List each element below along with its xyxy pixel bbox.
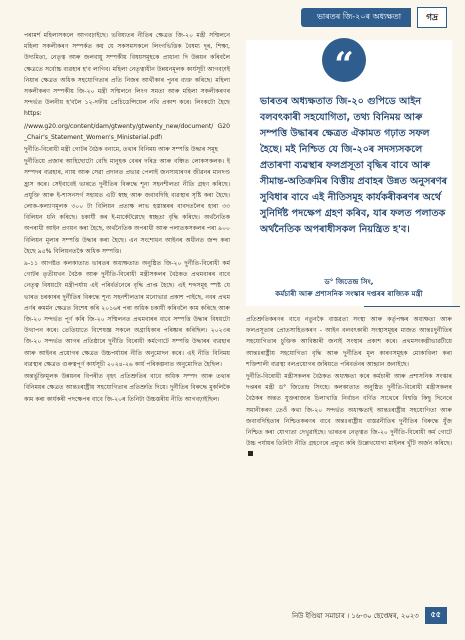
paragraph-text: দুৰ্নীতি-বিৰোধী মন্ত্ৰীসকলৰ বৈঠকত অধ্যক্ষতা কৰে কৰ্মচাৰী আৰু প্ৰশাসনিক সংস্কাৰ দপ্তৰৰ মন্ত্ৰী ড° জিতেন্দ্ৰ সিংহে। কলকাতাত অনুষ্ঠিত দুৰ্নীতি-বিৰোধী মন্ত্ৰীসকলৰ বৈঠকৰ অন্তত যুক্তৰাজ্যৰ চিলাখাত্তি নিৰ্বাচন বৰ্ণিত সাথেৰে বিশ্বত্তি কিছু দিনেৰে সমানীকৰণ তেওঁ কথা জি-২০ সন্দৰ্ভত অধ্যক্ষতাই আন্তঃৰাষ্ট্ৰীয় সহযোগিতা আৰু জবাবদিহিতাৰ নিশ্চিতকৰণৰ বাবে অন্তঃৰাষ্ট্ৰীয় বাস্তৱনীতিৰ দুৰ্নীতিৰ বিৰুদ্ধে যুঁজ নিশ্চিত কৰা যোগ্যতা দেখুৱাইছে। ভাৰতৰ নেতৃত্বত জি-২০ দুৰ্নীতি-বিৰোধী কৰ্ম গোটে উচ্চ পৰ্যায়ৰ তিনিটা নীতি গ্ৰহণেৰে প্ৰমুখ্য কৰি উল্লেখযোগ্য মাইলৰ খুঁটি অৰ্জন কৰিছে।: [246, 373, 452, 448]
paragraph: পৰামৰ্শ মহিলাসকলে আগবঢ়াইছে। ভবিষ্যতৰ নীতিৰ ক্ষেত্ৰত জি-২০ মন্ত্ৰী সম্মিলনে মহিলা সকলীকৰণ সম্পৰ্কত কয় যে সকসমসকলে লিংগভিত্তিক বৈষম্য দূৰ, শিক্ষা, উদ্যমিতা, নেতৃত্ব আৰু জলবায়ু সম্পৰ্কীয় বিষয়সমূহকে প্ৰাধান্য দি উন্নয়ন কৰিবলৈ ক্ষেত্ৰতে সৰ্বোচ্চ ব্যৱহাৰ হ'ব লাগিব। মহিলা নেতৃত্বাধীন উন্নয়নমূলক কাৰ্যসূচী আগবঢ়াই নিয়াৰ ক্ষেত্ৰত অধিক সহযোগিতাৰ প্ৰতি নিজৰ আৰ্থীকাৰ পুনৰ ব্যক্ত কৰিছে। মহিলা সকলীকৰণ সম্পৰ্কীয় জি-২০ মন্ত্ৰী সম্মিলনে লিংগ সমতা আৰু মহিলা সকলীকৰণৰ সন্দৰ্ভত উলনীয় হ'বলৈ ১২-দফীয় প্ৰেচিডেন্সিয়েল নথি প্ৰকাশ কৰে। লিংকটো হৈছে https:: [24, 32, 230, 118]
paragraph: দুৰ্নীতি-বিৰোধী মন্ত্ৰী গোটৰ বৈঠক বনামে, তথাৰ বিনিময় আৰু সম্পত্তি উদ্ধাৰ সমূহ: [24, 146, 218, 154]
attribution-title: কৰ্মচাৰী আৰু প্ৰশাসনিক সংস্কাৰ দপ্তৰৰ ৰাজ্যিক মন্ত্ৰী: [275, 289, 423, 298]
paragraph: দুৰ্নীতিয়ে প্ৰজাৰ আহিছোটো বেছি মানুহক বেৰৰ দৰিদ্ৰ আৰু বঞ্চিত লোকসকলক। ই সম্পদৰ ব্যৱহাৰ, ন্যায় আৰু সেৱা প্ৰদানত প্ৰভাৱ পেলাই জনসাধাৰণৰ জীৱনৰ মানদণ্ড হ্ৰাস কৰে। সেইবাবেই ভাৰতে দুৰ্নীতিৰ বিৰুদ্ধে শূন্য সহনশীলতা নীতি গ্ৰহণ কৰিছে। প্ৰযুক্তি আৰু ই-শাসনসৰ্গ সহায়ত এটি স্বচ্ছ আৰু জবাবদিহি ব্যৱস্থাৰ সৃষ্টি কৰা হৈছে। লোক-কল্যাণমূলক ৩০০ টা বিলিয়ন প্ৰত্যক্ষ লাভ হস্তান্তৰৰ বাবদতলৈৰ হাৰা ৩৩ বিলিয়ন ধনি কৰিছে। চকাৰ্যী কৰ ই-মাৰ্কেটপ্লেছে স্বচ্ছতা বৃদ্ধি কৰিছে। অৰ্থনৈতিক অপৰাধী আইন প্ৰণয়ন কৰা হৈছে, অৰ্থনৈতিক অপৰাধী আৰু পলাতকসকলৰ পৰা ৯০০ বিলিয়ন মূল্যৰ সম্পত্তি উদ্ধাৰ কৰা হৈছে। এন সংশোধন আইনৰ অধীনত জন্দ কৰা হৈছে ৯৫% বিলিয়নতকৈ অধিক সম্পত্তি।: [24, 158, 230, 255]
quote-text: ভাৰতৰ অধ্যক্ষতাত জি-২০ গুপিডে আইন বলবৎকাৰী সহযোগিতা, তথ্য বিনিময় আৰু সম্পত্তি উদ্ধাৰৰ ক্ষেত্ৰত ঐকামত গঢ়াত সফল হৈছে। মই নিশ্চিত যে জি-২০ৰ সদস্যসকলে প্ৰতাৰণা ব্যৱস্থাৰ ফলপ্ৰসূতা বৃদ্ধিৰ বাবে আৰু সীমান্ত-অতিক্ৰমিৰ বিত্তীয় প্ৰবাহৰ উন্নত অনুসৰণৰ সুবিধাৰ বাবে এই নীতিসমূহ কাৰ্যকৰীকৰণৰ অৰ্থে সুনিৰ্দিষ্ট পদক্ষেপ গ্ৰহণ কৰিব, যাৰ ফলত পলাতক অৰ্থনৈতিক অপৰাধীসকল নিয়ন্ত্ৰিত হ'ব।: [260, 96, 448, 235]
paragraph: প্ৰতিশ্ৰুতিকৰণৰ বাবে নতুনকৈ বাস্তৱতা সংস্থা আৰু কৰ্তৃপক্ষৰ অধ্যক্ষতা আৰু ফলপ্ৰসূতাৰ প্ৰোতসাহিতকৰণ - আইন বলবৎকাৰী সংস্থাসমূহৰ মাজত আন্তঃদুৰ্নীতিৰ সহযোগিতাৰ চুক্তিক আবিষ্কাৰী জনাই সংস্থাৰ প্ৰকাশ কৰে। প্ৰথমসংকল্পীভাৱটীয়ে আন্তঃৰাষ্ট্ৰীয় সহযোগিতা বৃদ্ধি আৰু দুৰ্নীতিৰ মূল কাৰণসমূহক মোকাবিলা কৰা শক্তিশালী ব্যৱস্থা বলপ্ৰয়োগৰ জৰিয়তে পৰিবৰ্তনৰ আহ্বান জনাইছে।: [246, 316, 452, 368]
quote-attribution: [246, 276, 452, 300]
right-column: [246, 314, 452, 500]
document-link[interactable]: //www.g20.org/content/dam/gtwenty/gtwenty_new/document/ G20_Chair's_Statement_Women's_Ministerial.pdf।: [24, 122, 230, 141]
paragraph: ৯-১১ আগষ্টত কলকাতাত ভাৰতৰ অধ্যক্ষতাত অনুষ্ঠিত জি-২০ দুৰ্নীতি-বিৰোধী কৰ্ম গোটৰ তৃতীয়খন বৈঠক আৰু দুৰ্নীতি-বিৰোধী মন্ত্ৰীসকলৰ বৈঠকত প্ৰথমবাৰৰ বাবে নেতৃত্ব বিষয়টো মন্ত্ৰীপৰ্যায় এই পৰিৰ্বৰ্তনেৰে বৃদ্ধি প্ৰাপ্ত হৈছে। এই শব্দসমূহ স্পষ্ট যে ভাৰত চৰকাৰৰ দুৰ্নীতিৰ বিৰুদ্ধে শূন্য সহনশীলতাৰ মনোভাৱ প্ৰকাশ পাইছে, নবৰ প্ৰথম প্ৰৰ্ণৰ ৰুমৰ্মন ক্ষেত্ৰত বিশেষ কৰি ২০১৬ৰ পৰা অধিক চকাৰ্যী কৰিবলৈ কাম কৰিছে আৰু জি-২০ সন্দৰ্ভত পূৰ্ণ কৰি জি-২০ সম্মিলনত প্ৰথমবাৰৰ বাবে সম্পত্তি উদ্ধাৰ বিষয়টো উত্থাপন কৰে। তেতিয়াতে বিশেষজ্ঞ সকলে অগ্ৰাধিকাৰ পৰিষ্কাৰ কৰিছিল। ২০২৩ৰ জি-২০ সন্দৰ্ভত আগৰ প্ৰতিষ্ঠাৰে দুৰ্নীতি বিৰোধী কৰ্মগোটে সম্পত্তি উদ্ধাৰৰ ব্যৱহাৰ আৰু আইনৰ প্ৰয়োগৰ ক্ষেত্ৰত উচ্চপৰ্যায়ৰ নীতি অনুমোদন কৰে। এই নীতি বিনিময় ব্যৱস্থাৰ ক্ষেত্ৰত গুৰুত্বপূৰ্ণ কাৰ্যসূচী ২০২৪-২৬ কাৰ্য পৰিকল্পনাত অনুমোদিত হৈছিল।: [24, 260, 230, 368]
pull-quote: [246, 40, 452, 306]
header-title: ভাৰতৰ জি-২০ৰ অধ্যক্ষতা: [301, 8, 411, 27]
quote-divider: [364, 306, 460, 307]
quote-icon: “: [322, 38, 366, 82]
page-number: ৫৫: [425, 607, 447, 624]
attribution-name: ড° জিতেন্দ্ৰ সিং,: [324, 277, 374, 286]
page-footer: [292, 607, 447, 624]
page-header: [301, 6, 447, 28]
publication-info: নিউ ইণ্ডিয়া সমাচাৰ । ১৬-৩০ ছেপ্তেম্বৰ, ২০২৩: [292, 611, 419, 620]
end-of-article-icon: [248, 451, 253, 456]
paragraph: [246, 371, 452, 461]
header-section-label: গদ্ৰ: [417, 7, 447, 28]
left-column: [24, 30, 230, 600]
paragraph: অন্তৰ্ভুক্তিমূলক উন্নয়নৰ বিপৰীত বৃহৎ প্ৰতিশ্ৰুতিৰ বাবে অধিক সম্পদ আৰু তথ্যৰ বিনিময়ৰ ক্ষেত্ৰত আন্তঃৰাষ্ট্ৰীয় সহযোগিতাৰ প্ৰতিশ্ৰুতি দিয়ে। দুৰ্নীতিৰ বিৰুদ্ধে মুকলিকৈ কাম কৰা কাৰ্যকৰী পদক্ষেপৰ বাবে জি-২০ৰ তিনিটা উচ্চস্তৰীয় নীতি আগবঢ়াইছিল।: [24, 373, 230, 403]
